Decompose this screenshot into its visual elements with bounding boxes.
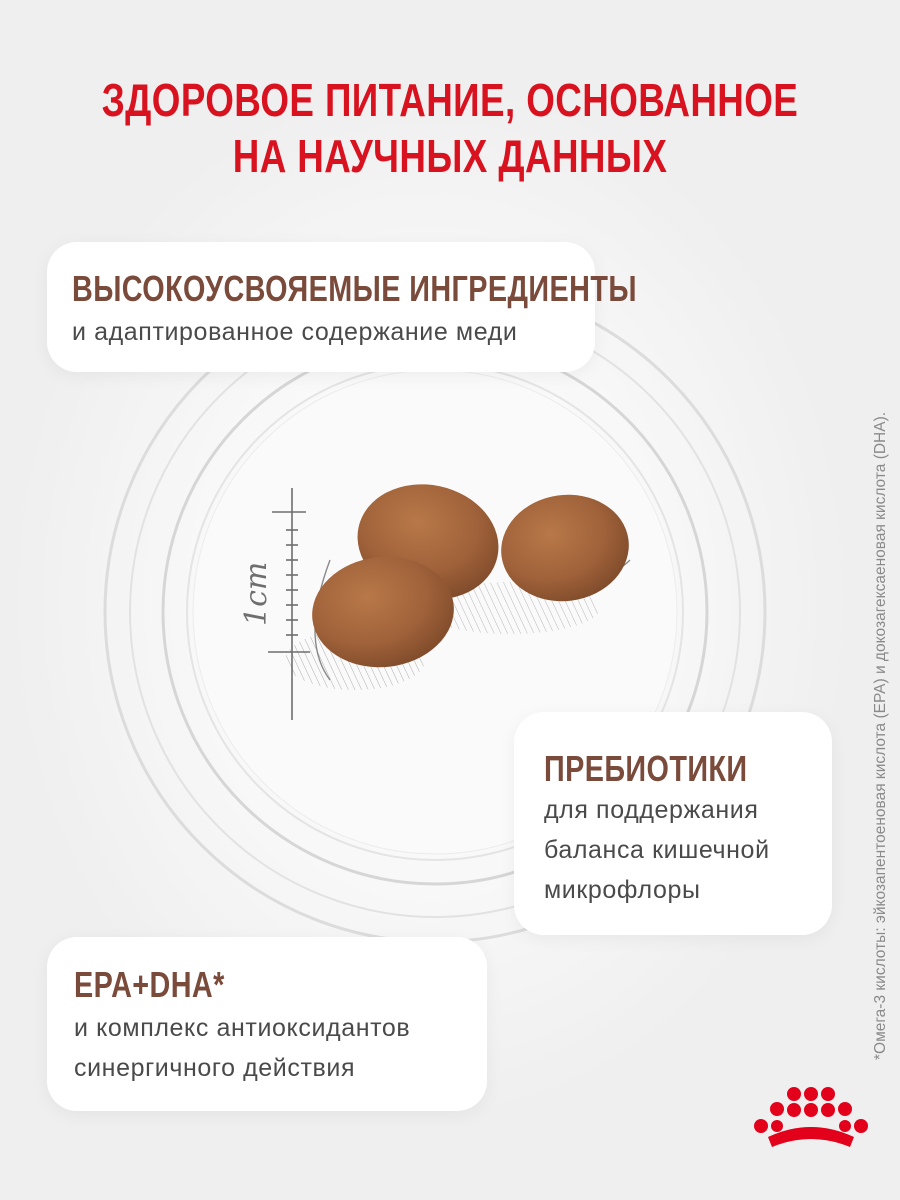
feature-text-epa-dha-1: и комплекс антиоксидантов [74,1014,411,1042]
footnote: *Омега-3 кислоты: эйкозапентоеновая кислота (EPA) и докозагексаеновая кислота (DHA). [872,411,889,1060]
crown-logo-icon [750,1085,872,1155]
headline-line-1: ЗДОРОВОЕ ПИТАНИЕ, ОСНОВАННОЕ [101,74,799,126]
feature-title-prebiotics: ПРЕБИОТИКИ [544,748,748,789]
feature-text-epa-dha-2: синергичного действия [74,1054,356,1082]
feature-title-ingredients: ВЫСОКОУСВОЯЕМЫЕ ИНГРЕДИЕНТЫ [72,268,637,309]
feature-text-prebiotics-3: микрофлоры [544,876,701,904]
feature-text-ingredients: и адаптированное содержание меди [72,318,518,346]
headline-line-2: НА НАУЧНЫХ ДАННЫХ [232,130,668,182]
feature-text-prebiotics-1: для поддержания [544,796,759,824]
feature-title-epa-dha: EPA+DHA* [74,964,225,1005]
scale-label: 1cm [239,561,274,626]
feature-text-prebiotics-2: баланса кишечной [544,836,770,864]
